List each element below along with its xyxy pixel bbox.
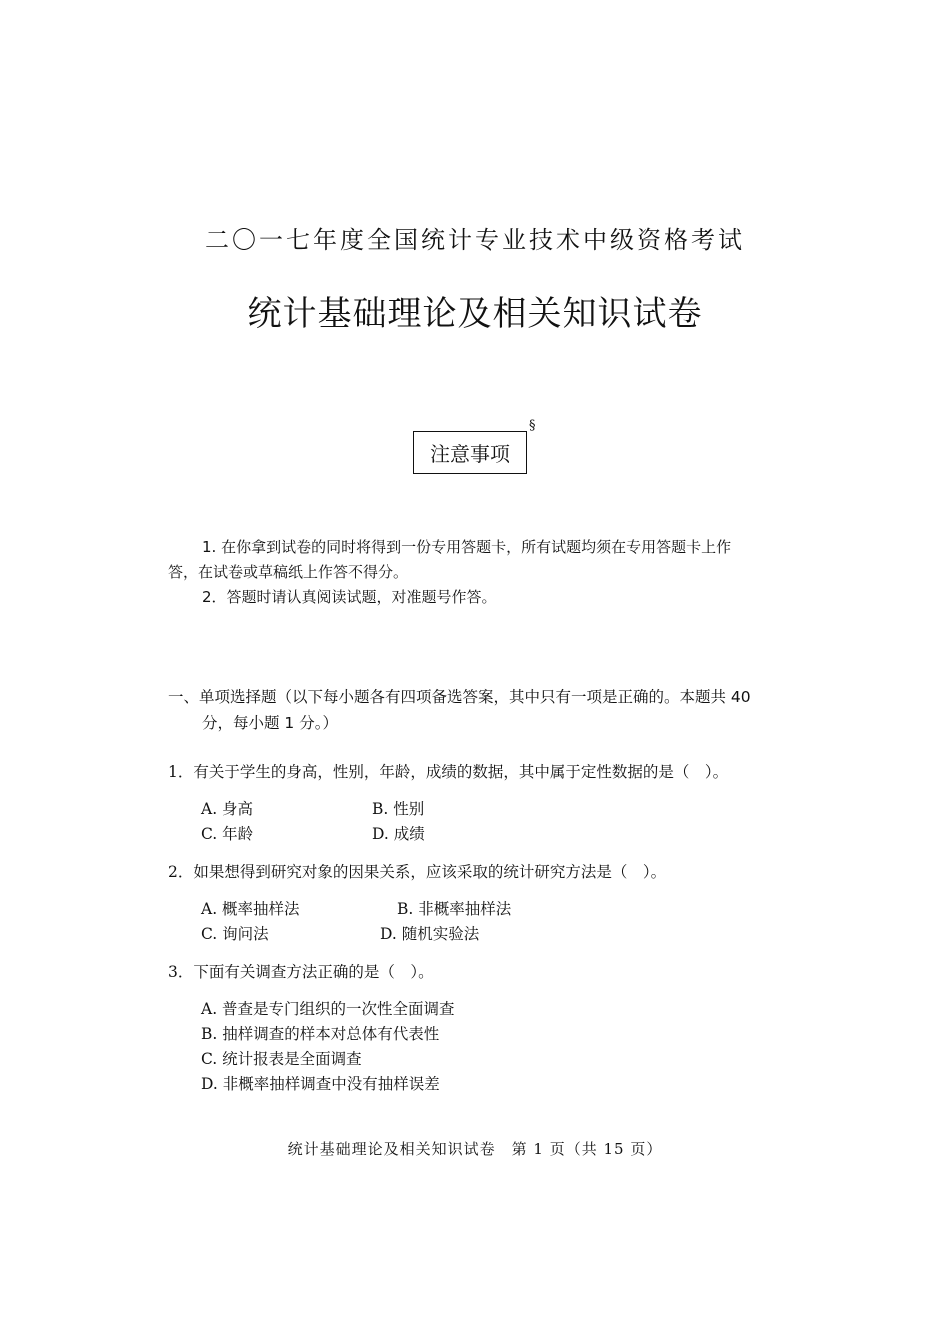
question-2-option-b: B. 非概率抽样法 xyxy=(397,900,512,918)
notice-item-1: 1. 在你拿到试卷的同时将得到一份专用答题卡，所有试题均须在专用答题卡上作 xyxy=(202,538,732,556)
question-2: 2．如果想得到研究对象的因果关系，应该采取的统计研究方法是（ ）。 xyxy=(168,863,667,881)
question-1: 1．有关于学生的身高，性别，年龄，成绩的数据，其中属于定性数据的是（ ）。 xyxy=(168,763,729,781)
section-heading xyxy=(168,684,788,736)
question-2-option-d: D. 随机实验法 xyxy=(380,925,480,943)
exam-subtitle: 二〇一七年度全国统计专业技术中级资格考试 xyxy=(205,226,745,254)
section-heading-line1: 一、单项选择题（以下每小题各有四项备选答案，其中只有一项是正确的。本题共 40 xyxy=(168,688,751,706)
section-mark: § xyxy=(529,418,536,433)
notice-items xyxy=(168,535,788,610)
notice-box xyxy=(413,431,527,474)
question-1-option-c: C. 年龄 xyxy=(201,825,254,843)
question-3-option-a: A. 普查是专门组织的一次性全面调查 xyxy=(201,1000,455,1018)
question-2-option-a: A. 概率抽样法 xyxy=(201,900,300,918)
question-2-option-c: C. 询问法 xyxy=(201,925,269,943)
question-1-option-a: A. 身高 xyxy=(201,800,254,818)
question-1-option-b: B. 性别 xyxy=(372,800,425,818)
section-heading-line2: 分，每小题 1 分。） xyxy=(202,714,338,732)
question-1-option-d: D. 成绩 xyxy=(372,825,425,843)
question-3: 3．下面有关调查方法正确的是（ ）。 xyxy=(168,963,434,981)
notice-item-1-cont: 答，在试卷或草稿纸上作答不得分。 xyxy=(168,563,409,581)
question-3-option-c: C. 统计报表是全面调查 xyxy=(201,1050,362,1068)
question-3-option-b: B. 抽样调查的样本对总体有代表性 xyxy=(201,1025,440,1043)
exam-title: 统计基础理论及相关知识试卷 xyxy=(247,294,703,334)
notice-item-2: 2．答题时请认真阅读试题，对准题号作答。 xyxy=(202,588,497,606)
notice-label: 注意事项 xyxy=(430,442,510,466)
question-3-option-d: D. 非概率抽样调查中没有抽样误差 xyxy=(201,1075,440,1093)
page-footer: 统计基础理论及相关知识试卷 第 1 页（共 15 页） xyxy=(287,1140,663,1158)
